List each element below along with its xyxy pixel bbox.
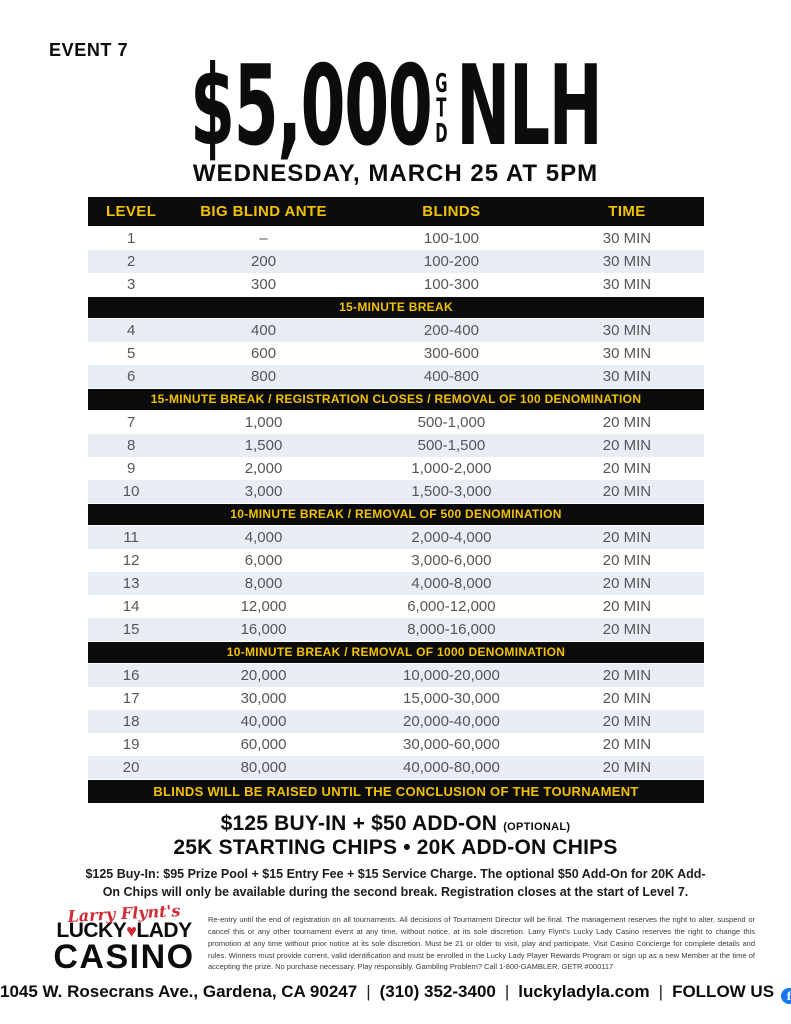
cell-level: 5 [126,345,136,362]
cell-level: 6 [126,368,136,385]
cell-blinds: 2,000-4,000 [411,529,492,546]
level-row-1 [88,227,704,250]
footer-address: 1045 W. Rosecrans Ave., Gardena, CA 90247 [0,982,358,1001]
cell-time: 30 MIN [602,322,652,339]
cell-ante: 2,000 [244,460,283,477]
cell-time: 30 MIN [602,253,652,270]
cell-time: 20 MIN [602,667,652,684]
cell-time: 30 MIN [602,345,652,362]
level-row-20 [88,756,704,779]
cell-level: 9 [126,460,136,477]
cell-ante: 3,000 [244,483,283,500]
cell-level: 1 [126,230,136,247]
cell-ante: 200 [251,253,277,270]
table-header-row [88,197,704,226]
break-row: 10-MINUTE BREAK / REMOVAL OF 1000 DENOMINATION [88,642,704,663]
level-row-19 [88,733,704,756]
cell-blinds: 400-800 [423,368,479,385]
cell-time: 20 MIN [602,483,652,500]
footer-phone: (310) 352-3400 [379,982,496,1001]
buyin-optional-note: (OPTIONAL) [503,821,571,833]
cell-blinds: 20,000-40,000 [403,713,500,730]
gtd-stack [434,68,448,149]
cell-blinds: 3,000-6,000 [411,552,492,569]
level-row-17 [88,687,704,710]
cell-blinds: 1,500-3,000 [411,483,492,500]
cell-level: 15 [122,621,140,638]
cell-level: 3 [126,276,136,293]
follow-us-label: FOLLOW US [672,982,775,1001]
cell-time: 30 MIN [602,276,652,293]
prize-amount: $5,000 [189,41,432,171]
cell-blinds: 100-300 [423,276,479,293]
logo-word-lucky: LUCKY [56,919,127,942]
hero-title-inner [189,41,602,171]
cell-blinds: 100-100 [423,230,479,247]
gtd-letter: T [435,93,447,124]
level-row-3 [88,273,704,296]
cell-level: 7 [126,414,136,431]
break-row: 15-MINUTE BREAK / REGISTRATION CLOSES / REMOVAL OF 100 DENOMINATION [88,389,704,410]
cell-time: 20 MIN [602,690,652,707]
cell-level: 11 [123,529,139,546]
logo-script-text: Larry Flynt's [67,901,181,926]
cell-level: 12 [122,552,140,569]
column-header-level: LEVEL [105,203,157,220]
cell-time: 30 MIN [602,368,652,385]
cell-time: 20 MIN [602,575,652,592]
gtd-letter: G [434,68,448,99]
level-row-7 [88,411,704,434]
level-row-18 [88,710,704,733]
footer-separator: | [658,982,664,1001]
cell-level: 16 [122,667,140,684]
cell-ante: 80,000 [240,759,287,776]
cell-time: 20 MIN [602,552,652,569]
cell-level: 14 [122,598,140,615]
level-row-16 [88,664,704,687]
structure-table [88,197,704,803]
gtd-letter: D [434,118,448,149]
cell-ante: 6,000 [244,552,283,569]
cell-level: 13 [122,575,140,592]
cell-blinds: 200-400 [423,322,479,339]
column-header-ante: BIG BLIND ANTE [200,203,327,220]
buyin-detail-paragraph: $125 Buy-In: $95 Prize Pool + $15 Entry Fee + $15 Service Charge. The optional $50 Add-On for 20K Add-On Chips will only be available during the second break. Registration closes at the start of Level 7. [85,867,706,899]
game-type: NLH [455,41,602,171]
structure-table-body [88,227,704,779]
logo-word-casino: CASINO [53,938,195,976]
event-label: EVENT 7 [49,40,129,60]
level-row-6 [88,365,704,388]
cell-time: 20 MIN [602,598,652,615]
level-row-9 [88,457,704,480]
heart-icon: ♥ [126,921,137,941]
cell-level: 2 [126,253,136,270]
footer-contact-line [0,982,791,1004]
break-row: 15-MINUTE BREAK [88,297,704,318]
footer-separator: | [366,982,371,1001]
logo-word-lady: LADY [136,919,192,942]
buyin-text: $125 BUY-IN + $50 ADD-ON [220,812,498,835]
cell-ante: 800 [251,368,277,385]
cell-time: 20 MIN [602,460,652,477]
cell-blinds: 300-600 [423,345,479,362]
cell-ante: 400 [251,322,277,339]
level-row-8 [88,434,704,457]
cell-time: 20 MIN [602,736,652,753]
column-header-time: TIME [608,203,646,220]
cell-ante: 1,500 [244,437,283,454]
cell-blinds: 6,000-12,000 [407,598,496,615]
cell-ante: 600 [251,345,277,362]
cell-blinds: 500-1,000 [417,414,486,431]
cell-blinds: 15,000-30,000 [403,690,500,707]
level-row-12 [88,549,704,572]
column-header-blinds: BLINDS [422,203,481,220]
chips-line: 25K STARTING CHIPS • 20K ADD-ON CHIPS [173,836,618,859]
cell-level: 17 [122,690,140,707]
level-row-2 [88,250,704,273]
cell-level: 18 [122,713,140,730]
event-date: WEDNESDAY, MARCH 25 AT 5PM [192,160,599,187]
cell-level: 8 [126,437,136,454]
cell-blinds: 500-1,500 [417,437,486,454]
social-icons-row [781,988,791,1004]
final-notice-bar: BLINDS WILL BE RAISED UNTIL THE CONCLUSION OF THE TOURNAMENT [88,780,704,803]
level-row-11 [88,526,704,549]
cell-blinds: 10,000-20,000 [403,667,500,684]
cell-blinds: 4,000-8,000 [411,575,492,592]
cell-level: 20 [122,759,140,776]
cell-blinds: 100-200 [423,253,479,270]
cell-ante: 60,000 [240,736,287,753]
cell-time: 30 MIN [602,230,652,247]
level-row-14 [88,595,704,618]
casino-logo [49,901,199,976]
fine-print: Re-entry until the end of registration on all tournaments. All decisions of Tournament Director will be final. The management reserves the right to alter, suspend or cancel this or any other tournament event at any time, without notice, at its sole discretion. Larry Flynt's Lucky Lady Casino reserves the right to change this promotion at any time without prior notice at its sole discretion. Must be 21 or older to visit, play and participate. Visit Casino Concierge for complete details and rules. Winners must provide current, valid identification and must be enrolled in the Lucky Lady Player Rewards Program or sign up as a new Member at the time of accepting the prize. No purchase necessary. Play responsibly. Gambling Problem? Call 1-800-GAMBLER. GETR #000117 [208,915,755,972]
cell-ante: 16,000 [240,621,287,638]
cell-level: 19 [122,736,140,753]
cell-ante: 4,000 [244,529,283,546]
level-row-5 [88,342,704,365]
cell-ante: 8,000 [244,575,283,592]
cell-time: 20 MIN [602,713,652,730]
cell-ante: 300 [251,276,277,293]
buyin-line [0,812,791,836]
footer-separator: | [504,982,510,1001]
level-row-15 [88,618,704,641]
cell-time: 20 MIN [602,437,652,454]
footer-website-link[interactable]: luckyladyla.com [518,982,650,1001]
level-row-10 [88,480,704,503]
level-row-13 [88,572,704,595]
cell-ante: 1,000 [244,414,283,431]
cell-blinds: 8,000-16,000 [407,621,496,638]
cell-blinds: 1,000-2,000 [411,460,492,477]
bottom-section [49,901,755,976]
cell-time: 20 MIN [602,759,652,776]
cell-ante: 20,000 [240,667,287,684]
cell-level: 4 [126,322,136,339]
break-row: 10-MINUTE BREAK / REMOVAL OF 500 DENOMINATION [88,504,704,525]
cell-blinds: 40,000-80,000 [403,759,500,776]
cell-ante: – [259,230,268,247]
cell-blinds: 30,000-60,000 [403,736,500,753]
cell-ante: 30,000 [240,690,287,707]
cell-time: 20 MIN [602,621,652,638]
facebook-icon[interactable] [781,988,791,1004]
cell-ante: 12,000 [240,598,287,615]
cell-ante: 40,000 [240,713,287,730]
cell-time: 20 MIN [602,529,652,546]
level-row-4 [88,319,704,342]
cell-level: 10 [122,483,140,500]
cell-time: 20 MIN [602,414,652,431]
